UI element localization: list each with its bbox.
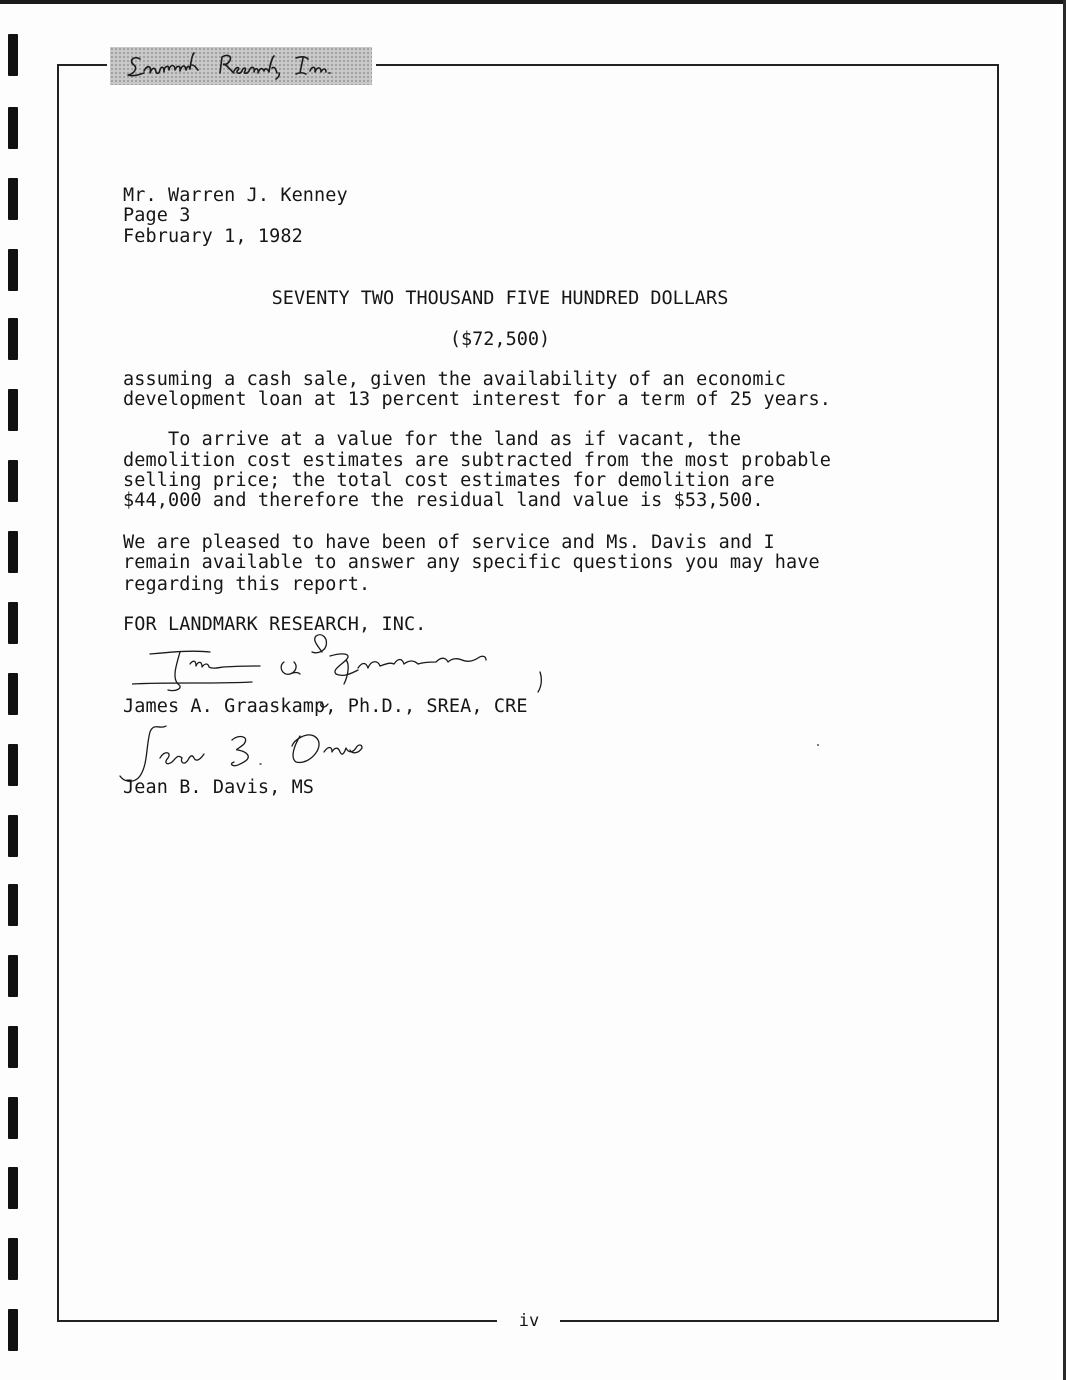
- binding-hole: [8, 1167, 18, 1209]
- letter-date: February 1, 1982: [123, 226, 303, 247]
- page-border-top-right: [376, 64, 999, 66]
- binding-hole: [8, 815, 18, 857]
- page-number: iv: [518, 1311, 540, 1331]
- page-line: Page 3: [123, 205, 191, 226]
- signer-1-name: James A. Graaskamp, Ph.D., SREA, CRE: [123, 696, 528, 717]
- binding-hole: [8, 178, 18, 220]
- binding-hole: [8, 1097, 18, 1139]
- binding-hole: [8, 34, 18, 76]
- binding-hole: [8, 389, 18, 431]
- binding-hole: [8, 1309, 18, 1351]
- binding-hole: [8, 107, 18, 149]
- page-border-bottom-right: [560, 1320, 999, 1322]
- paragraph-2-line: $44,000 and therefore the residual land value is $53,500.: [123, 490, 764, 511]
- binding-hole: [8, 318, 18, 360]
- binding-holes: [8, 0, 22, 1380]
- page-top-edge: [0, 0, 1066, 4]
- signer-2-name: Jean B. Davis, MS: [123, 777, 315, 798]
- recipient-line: Mr. Warren J. Kenney: [123, 185, 348, 206]
- paper-speck: [817, 744, 819, 746]
- paragraph-3-line: We are pleased to have been of service and Ms. Davis and I: [123, 532, 775, 553]
- page-border-bottom-left: [57, 1320, 497, 1322]
- binding-hole: [8, 673, 18, 715]
- firm-sign-off: FOR LANDMARK RESEARCH, INC.: [123, 614, 427, 635]
- binding-hole: [8, 1026, 18, 1068]
- binding-hole: [8, 602, 18, 644]
- paragraph-3-line: remain available to answer any specific questions you may have: [123, 552, 820, 573]
- paragraph-2-line: demolition cost estimates are subtracted from the most probable: [123, 450, 831, 471]
- binding-hole: [8, 460, 18, 502]
- binding-hole: [8, 1238, 18, 1280]
- page-border-top-left: [57, 64, 107, 66]
- amount-figure: ($72,500): [449, 329, 551, 350]
- page-border-right: [997, 64, 999, 1321]
- page-border-left: [57, 64, 59, 1321]
- binding-hole: [8, 531, 18, 573]
- binding-hole: [8, 744, 18, 786]
- binding-hole: [8, 249, 18, 291]
- paragraph-2-line: selling price; the total cost estimates for demolition are: [123, 470, 775, 491]
- company-logo: [110, 47, 372, 85]
- binding-hole: [8, 955, 18, 997]
- paragraph-3-line: regarding this report.: [123, 574, 371, 595]
- paragraph-1-line: development loan at 13 percent interest for a term of 25 years.: [123, 389, 831, 410]
- paragraph-1-line: assuming a cash sale, given the availability of an economic: [123, 369, 787, 390]
- binding-hole: [8, 884, 18, 926]
- amount-in-words: SEVENTY TWO THOUSAND FIVE HUNDRED DOLLARS: [271, 288, 729, 309]
- paragraph-2-line: To arrive at a value for the land as if vacant, the: [123, 429, 742, 450]
